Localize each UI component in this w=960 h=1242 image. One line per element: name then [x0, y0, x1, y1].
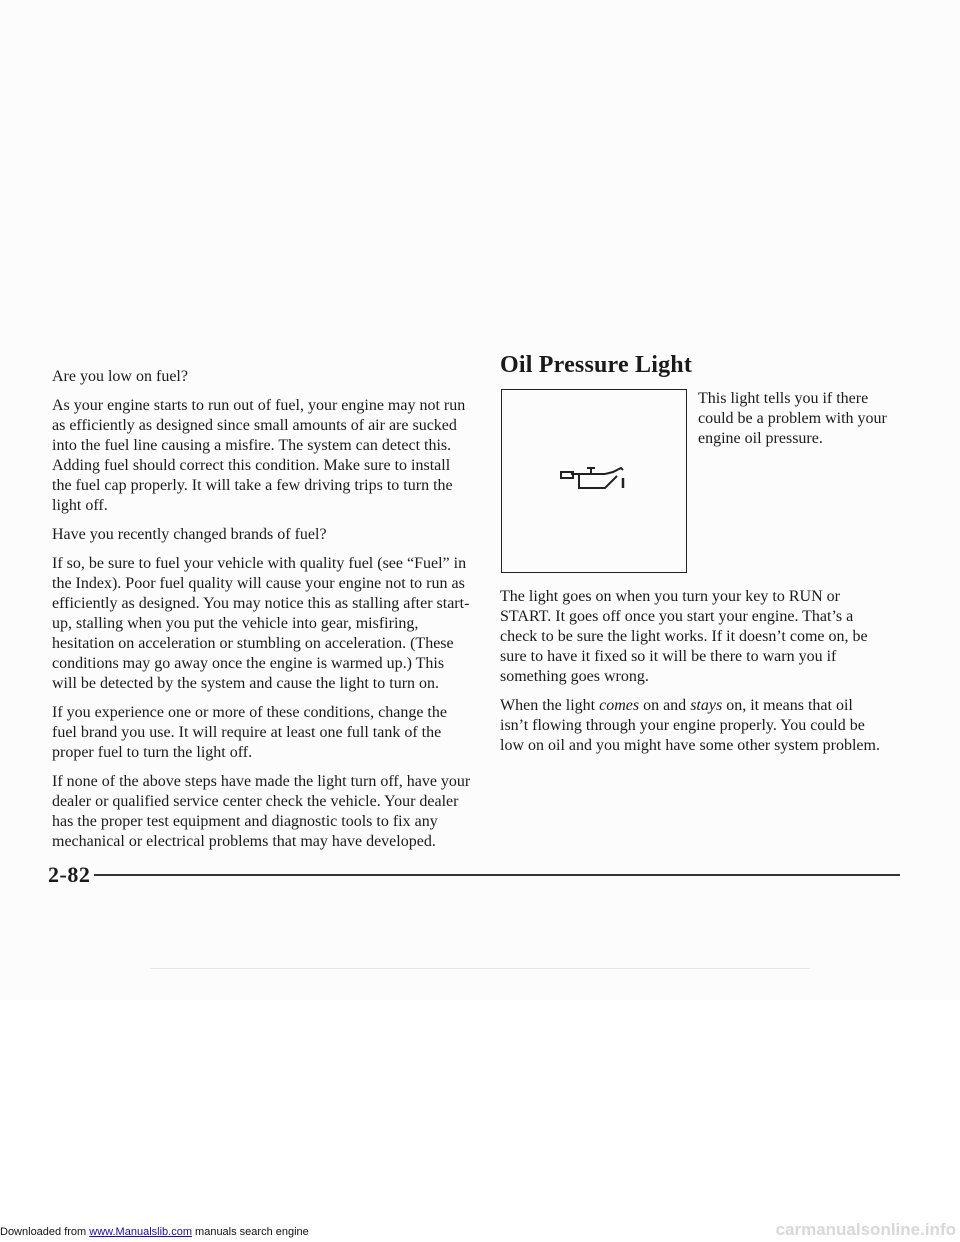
paragraph-see-dealer: If none of the above steps have made the light turn off, have your dealer or qualified service center check the vehicle. Your dealer has the proper test equipment and diagnostic tools to fix any mechanical or electrical problems that may have developed.	[52, 773, 471, 850]
icon-caption: This light tells you if there could be a problem with your engine oil pressure.	[698, 390, 887, 447]
paragraph-light-check: The light goes on when you turn your key to RUN or START. It goes off once you start your engine. That’s a check to be sure the light works. If it doesn’t come on, be sure to have it fixed so it will be there to warn you if something goes wrong.	[500, 588, 868, 685]
text-segment: on and	[639, 697, 691, 714]
watermark: carmanualsonline.info	[775, 1220, 956, 1239]
text-segment: When the light	[500, 697, 600, 714]
right-column	[500, 352, 887, 765]
paragraph-change-brand: If you experience one or more of these conditions, change the fuel brand you use. It will require at least one full tank of the proper fuel to turn the light off.	[52, 704, 447, 761]
manualslib-link[interactable]: www.Manualslib.com	[89, 1226, 192, 1238]
icon-row	[500, 389, 887, 587]
download-banner	[0, 1226, 309, 1238]
footer-rule	[94, 874, 900, 876]
banner-suffix: manuals search engine	[191, 1226, 309, 1238]
paragraph-light-stays-on	[500, 696, 880, 756]
paragraph-low-fuel: As your engine starts to run out of fuel, your engine may not run as efficiently as designed since small amounts of air are sucked into the fuel line causing a misfire. The system can detect this. Adding fuel should correct this condition. Make sure to install the fuel cap properly. It will take a few driving trips to turn the light off.	[52, 397, 466, 514]
text-segment: on, it means that oil isn’t flowing through your engine properly. You could be low on oil and you might have some other system problem.	[500, 697, 880, 754]
page-footer	[48, 862, 900, 888]
page-number: 2-82	[48, 862, 91, 887]
banner-prefix: Downloaded from	[0, 1226, 90, 1238]
question-low-fuel: Are you low on fuel?	[52, 368, 188, 385]
question-fuel-brand: Have you recently changed brands of fuel?	[52, 526, 327, 543]
emphasis-comes: comes	[599, 697, 640, 714]
paragraph-fuel-quality: If so, be sure to fuel your vehicle with quality fuel (see “Fuel” in the Index). Poor fuel quality will cause your engine not to run as efficiently as designed. You may notice this as stalling after start-up, stalling when you put the vehicle into gear, misfiring, hesitation on acceleration or stumbling on acceleration. (These conditions may go away once the engine is warmed up.) This will be detected by the system and cause the light to turn on.	[52, 555, 470, 692]
left-column	[52, 367, 472, 861]
emphasis-stays: stays	[690, 697, 723, 714]
section-heading: Oil Pressure Light	[500, 352, 693, 378]
oil-can-icon	[557, 462, 633, 502]
oil-pressure-light-figure	[501, 389, 687, 573]
scan-edge-line	[150, 968, 810, 969]
